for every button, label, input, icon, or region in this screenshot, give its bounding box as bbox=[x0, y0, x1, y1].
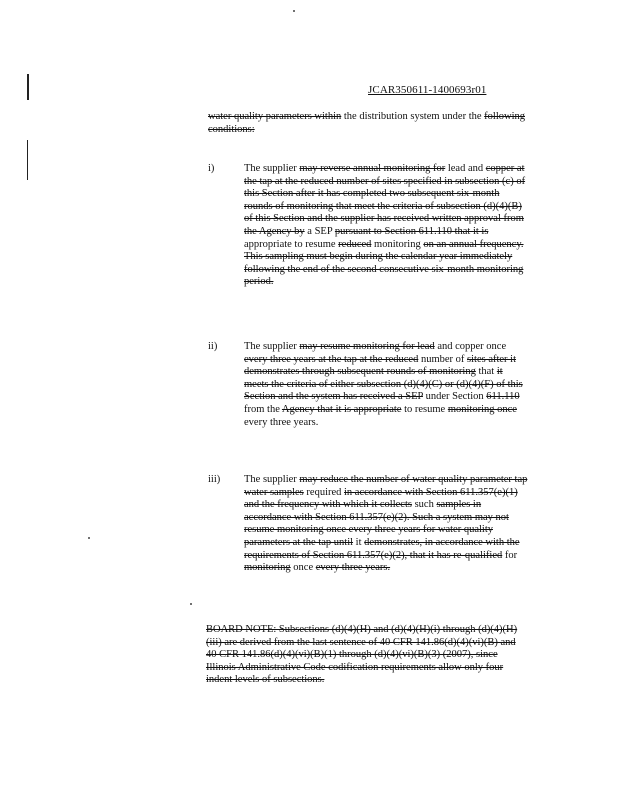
text-run: lead and bbox=[445, 163, 486, 174]
text-run: appropriate to resume bbox=[244, 238, 339, 250]
text-run: The supplier bbox=[244, 474, 300, 485]
struck-text: Agency that it is appropriate bbox=[281, 403, 402, 415]
struck-text: on an annual frequency. This sampling must begin during the calendar year immediately following the end of the second consecutive six-month monitoring period. bbox=[244, 238, 524, 288]
text-run: every three years. bbox=[244, 416, 319, 428]
text-run: monitoring bbox=[371, 238, 424, 250]
item-paragraph bbox=[244, 163, 528, 289]
text-run: under Section bbox=[422, 391, 487, 403]
intro-paragraph bbox=[208, 111, 526, 136]
struck-text: reduced bbox=[338, 238, 372, 250]
text-run: from the bbox=[244, 403, 282, 415]
text-run: that bbox=[475, 366, 497, 378]
scan-speck bbox=[190, 603, 192, 605]
text-run: it bbox=[353, 536, 365, 548]
text-run: such bbox=[411, 499, 437, 511]
text-run: a SEP bbox=[304, 225, 335, 237]
scan-speck bbox=[88, 537, 90, 539]
text-run: The supplier bbox=[244, 163, 300, 174]
struck-text: 611.110 bbox=[486, 391, 520, 403]
struck-text: pursuant to Section 611.110 that it is bbox=[334, 225, 489, 237]
item-paragraph bbox=[244, 474, 528, 575]
margin-rule bbox=[27, 74, 29, 100]
struck-text: may resume monitoring for lead bbox=[299, 341, 435, 352]
struck-text: may reduce the number of water quality parameter tap water samples bbox=[244, 474, 528, 498]
item-label: i) bbox=[208, 163, 215, 174]
struck-text: samples in accordance with Section 611.357(e)(2). Such a system may not resume monitoring once every three years for water quality parameters at the tap until bbox=[244, 499, 509, 548]
struck-text: sites after it demonstrates through subsequent rounds of monitoring bbox=[244, 353, 517, 378]
struck-text: in accordance with Section 611.357(e)(1) and the frequency with which it collects bbox=[244, 486, 518, 511]
text-run: The supplier bbox=[244, 341, 300, 352]
struck-text: monitoring bbox=[244, 562, 291, 574]
struck-text: may reverse annual monitoring for bbox=[299, 163, 446, 174]
struck-text: every three years. bbox=[315, 562, 391, 574]
struck-text: BOARD NOTE: Subsections (d)(4)(H) and (d)(4)(H)(i) through (d)(4)(H)(iii) are derived from the last sentence of 40 CFR 141.86(d)(4)(vi)(B) and 40 CFR 141.86(d)(4)(vi)(B)(1) through (d)(4)(vi)(B)(3) (2007), since Illinois Administrative Code codification requirements allow only four indent levels of subsections. bbox=[206, 624, 518, 686]
struck-text: water quality parameters within bbox=[208, 111, 342, 122]
text-run: to resume bbox=[401, 403, 448, 415]
item-label: ii) bbox=[208, 341, 218, 352]
item-paragraph bbox=[244, 341, 528, 429]
struck-text: following conditions: bbox=[208, 111, 525, 135]
scan-speck bbox=[293, 10, 295, 12]
margin-rule bbox=[27, 140, 28, 180]
text-run: required bbox=[303, 486, 345, 498]
board-note bbox=[206, 624, 528, 687]
text-run: once bbox=[290, 562, 316, 574]
document-id: JCAR350611-1400693r01 bbox=[368, 84, 487, 96]
text-run: for bbox=[502, 549, 518, 561]
struck-text: it meets the criteria of either subsection (d)(4)(C) or (d)(4)(F) of this Section and the system has received a SEP bbox=[244, 366, 523, 403]
struck-text: copper at the tap at the reduced number of sites specified in subsection (c) of this Section after it has completed two subsequent six-month rounds of monitoring that meet the criteria of subsection (d)(4)(B) of this Section and the supplier has received written approval from the Agency by bbox=[244, 163, 526, 237]
text-run: number of bbox=[418, 353, 468, 365]
struck-text: demonstrates, in accordance with the requirements of Section 611.357(e)(2), that it has re-qualified bbox=[244, 536, 520, 561]
struck-text: every three years at the tap at the reduced bbox=[244, 353, 419, 365]
text-run: the distribution system under the bbox=[341, 111, 485, 122]
item-label: iii) bbox=[208, 474, 221, 485]
text-run: and copper once bbox=[434, 341, 507, 352]
struck-text: monitoring once bbox=[447, 403, 517, 415]
